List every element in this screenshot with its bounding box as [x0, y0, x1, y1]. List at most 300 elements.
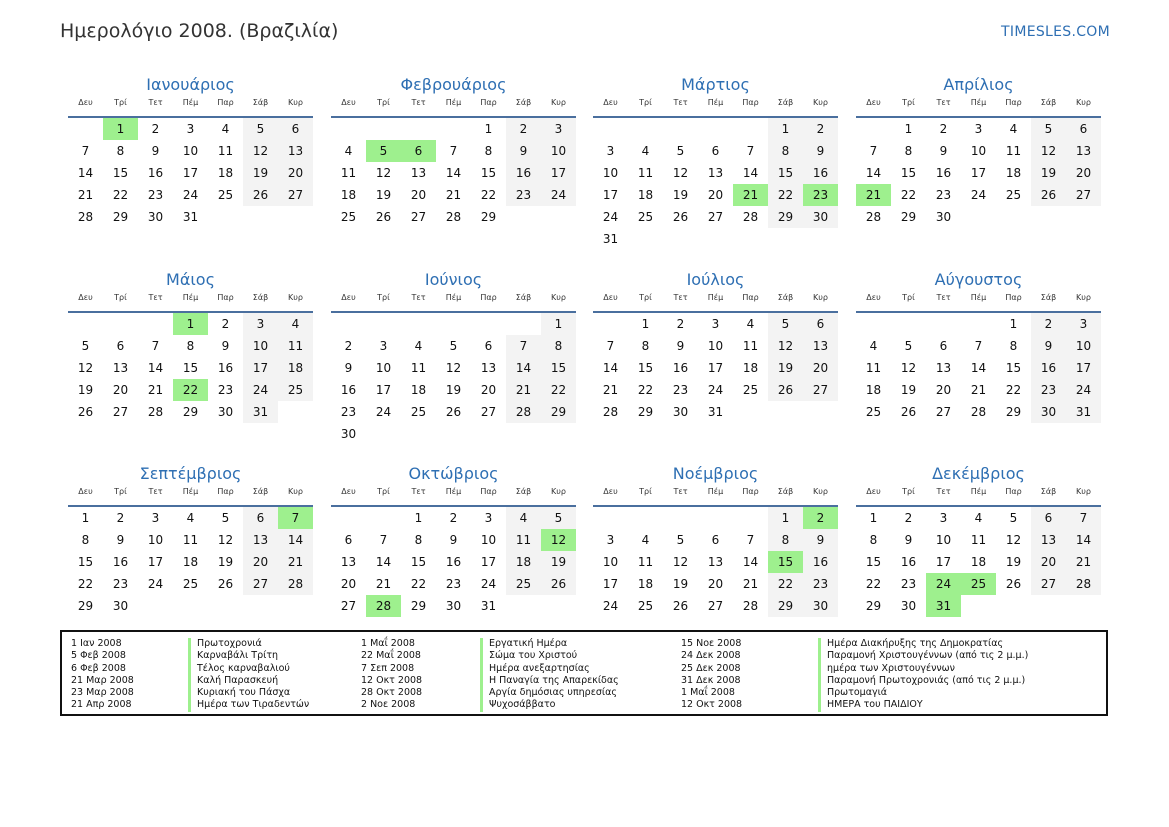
weekday-label: Δευ	[603, 487, 618, 496]
day-cell: 27	[707, 599, 724, 613]
day-cell: 7	[449, 144, 458, 158]
day-grid	[68, 118, 313, 228]
day-cell: 19	[672, 188, 689, 202]
day-cell: 18	[637, 188, 654, 202]
day-cell: 29	[410, 599, 427, 613]
month-name: Ιανουάριος	[146, 75, 235, 94]
month-block	[593, 267, 838, 423]
holiday-day-cell: 23	[803, 184, 838, 206]
day-cell: 31	[480, 599, 497, 613]
day-cell: 5	[676, 144, 685, 158]
weekday-label: Πέμ	[182, 293, 199, 302]
legend-date: 25 Δεκ 2008	[681, 662, 741, 674]
day-cell: 13	[340, 555, 357, 569]
day-cell: 13	[1031, 529, 1066, 551]
empty-cell	[663, 118, 698, 140]
legend-date: 1 Μαΐ 2008	[361, 638, 415, 649]
day-cell: 30	[217, 405, 234, 419]
month-name: Αύγουστος	[934, 270, 1023, 289]
day-cell: 5	[1031, 118, 1066, 140]
day-cell: 16	[112, 555, 129, 569]
day-cell: 12	[1005, 533, 1022, 547]
day-cell: 16	[672, 361, 689, 375]
empty-cell	[506, 313, 541, 335]
weekday-label: Παρ	[217, 487, 234, 496]
day-cell: 18	[182, 555, 199, 569]
day-cell: 3	[379, 339, 388, 353]
day-cell: 8	[484, 144, 493, 158]
empty-cell	[628, 118, 663, 140]
weekday-label: Δευ	[341, 293, 356, 302]
legend-date: 2 Νοε 2008	[361, 699, 416, 711]
day-cell: 20	[935, 383, 952, 397]
day-cell: 7	[379, 533, 388, 547]
day-cell: 4	[221, 122, 230, 136]
day-cell: 22	[541, 379, 576, 401]
day-cell: 26	[77, 405, 94, 419]
day-cell: 14	[77, 166, 94, 180]
day-cell: 12	[445, 361, 462, 375]
day-cell: 3	[606, 533, 615, 547]
legend-holiday-name: ημέρα των Χριστουγέννων	[818, 663, 1028, 675]
day-cell: 11	[1005, 144, 1022, 158]
legend-names-col-2	[480, 638, 619, 712]
weekday-label: Πέμ	[182, 487, 199, 496]
day-cell: 24	[602, 210, 619, 224]
day-cell: 24	[1066, 379, 1101, 401]
day-cell: 11	[742, 339, 759, 353]
day-cell: 28	[1066, 573, 1101, 595]
month-block	[593, 72, 838, 250]
weekday-header	[68, 293, 313, 313]
legend-date: 1 Ιαν 2008	[71, 638, 122, 649]
day-cell: 3	[606, 144, 615, 158]
day-cell: 25	[637, 210, 654, 224]
day-cell: 15	[541, 357, 576, 379]
page-title: Ημερολόγιο 2008. (Βραζιλία)	[60, 20, 339, 42]
day-cell: 29	[865, 599, 882, 613]
day-cell: 25	[182, 577, 199, 591]
month-block	[68, 461, 313, 617]
weekday-label: Κυρ	[813, 98, 828, 107]
day-cell: 19	[375, 188, 392, 202]
day-cell: 6	[278, 118, 313, 140]
weekday-label: Σάβ	[777, 487, 794, 496]
day-cell: 2	[1031, 313, 1066, 335]
legend-date: 5 Φεβ 2008	[71, 650, 126, 662]
weekday-label: Τρί	[902, 487, 915, 496]
weekday-label: Τρί	[639, 293, 652, 302]
weekday-label: Δευ	[78, 98, 93, 107]
day-cell: 30	[900, 599, 917, 613]
day-cell: 9	[116, 533, 125, 547]
weekday-label: Κυρ	[288, 98, 303, 107]
day-cell: 1	[81, 511, 90, 525]
legend-date: 23 Μαρ 2008	[71, 687, 134, 699]
legend-date: 28 Οκτ 2008	[361, 687, 423, 699]
weekday-label: Τρί	[114, 98, 127, 107]
empty-cell	[138, 313, 173, 335]
legend-holiday-name: Πρωτοχρονιά	[188, 638, 309, 650]
day-cell: 4	[278, 313, 313, 335]
day-cell: 10	[541, 140, 576, 162]
day-cell: 7	[746, 144, 755, 158]
weekday-label: Δευ	[78, 293, 93, 302]
legend-holiday-name: Ψυχοσάββατο	[480, 699, 619, 711]
legend-date: 12 Οκτ 2008	[361, 674, 423, 686]
weekday-label: Σάβ	[777, 293, 794, 302]
day-cell: 6	[711, 533, 720, 547]
day-cell: 19	[900, 383, 917, 397]
legend-holiday-name: Τέλος καρναβαλιού	[188, 663, 309, 675]
day-cell: 22	[637, 383, 654, 397]
holiday-day-cell: 28	[366, 595, 401, 617]
day-cell: 15	[900, 166, 917, 180]
day-cell: 17	[602, 188, 619, 202]
legend-holiday-name: Καλή Παρασκευή	[188, 675, 309, 687]
day-cell: 5	[768, 313, 803, 335]
empty-cell	[961, 313, 996, 335]
day-cell: 19	[768, 357, 803, 379]
day-cell: 24	[602, 599, 619, 613]
empty-cell	[471, 313, 506, 335]
day-cell: 17	[243, 357, 278, 379]
day-grid	[68, 313, 313, 423]
day-cell: 16	[445, 555, 462, 569]
legend-holiday-name: Σώμα του Χριστού	[480, 650, 619, 662]
day-cell: 26	[768, 379, 803, 401]
month-block	[68, 72, 313, 228]
month-name: Μάιος	[166, 270, 215, 289]
day-cell: 3	[974, 122, 983, 136]
day-cell: 28	[742, 210, 759, 224]
day-cell: 9	[344, 361, 353, 375]
weekday-label: Πέμ	[707, 293, 724, 302]
day-cell: 16	[1031, 357, 1066, 379]
day-grid	[331, 118, 576, 228]
day-cell: 19	[77, 383, 94, 397]
empty-cell	[628, 507, 663, 529]
day-cell: 18	[506, 551, 541, 573]
day-cell: 13	[243, 529, 278, 551]
day-cell: 6	[344, 533, 353, 547]
legend-date: 22 Μαΐ 2008	[361, 650, 421, 662]
day-cell: 11	[637, 166, 654, 180]
legend-holiday-name: Καρναβάλι Τρίτη	[188, 650, 309, 662]
day-cell: 19	[243, 162, 278, 184]
day-cell: 27	[112, 405, 129, 419]
day-cell: 3	[541, 118, 576, 140]
weekday-header	[856, 98, 1101, 118]
weekday-label: Κυρ	[813, 487, 828, 496]
day-cell: 22	[480, 188, 497, 202]
day-cell: 4	[641, 144, 650, 158]
day-cell: 3	[186, 122, 195, 136]
day-cell: 15	[112, 166, 129, 180]
weekday-label: Πέμ	[445, 293, 462, 302]
empty-cell	[68, 118, 103, 140]
site-link[interactable]: TIMESLES.COM	[1001, 24, 1110, 40]
day-cell: 22	[1005, 383, 1022, 397]
day-cell: 2	[904, 511, 913, 525]
day-cell: 25	[637, 599, 654, 613]
holiday-legend	[60, 630, 1108, 716]
day-cell: 12	[672, 555, 689, 569]
day-cell: 26	[541, 573, 576, 595]
holiday-day-cell: 1	[103, 118, 138, 140]
day-cell: 13	[480, 361, 497, 375]
weekday-label: Τρί	[639, 487, 652, 496]
day-cell: 18	[217, 166, 234, 180]
weekday-label: Πέμ	[182, 98, 199, 107]
day-cell: 7	[606, 339, 615, 353]
day-cell: 23	[672, 383, 689, 397]
month-block	[856, 72, 1101, 228]
day-cell: 21	[602, 383, 619, 397]
day-cell: 20	[803, 357, 838, 379]
day-cell: 10	[1066, 335, 1101, 357]
month-name: Σεπτέμβριος	[139, 464, 242, 483]
weekday-header	[856, 487, 1101, 507]
weekday-label: Κυρ	[551, 98, 566, 107]
weekday-label: Πέμ	[970, 98, 987, 107]
day-cell: 30	[803, 206, 838, 228]
day-cell: 7	[869, 144, 878, 158]
holiday-day-cell: 22	[173, 379, 208, 401]
day-cell: 31	[707, 405, 724, 419]
day-grid	[856, 118, 1101, 228]
day-cell: 10	[147, 533, 164, 547]
empty-cell	[698, 118, 733, 140]
empty-cell	[856, 118, 891, 140]
day-cell: 4	[746, 317, 755, 331]
day-cell: 10	[243, 335, 278, 357]
empty-cell	[733, 507, 768, 529]
day-cell: 15	[410, 555, 427, 569]
weekday-label: Τρί	[902, 98, 915, 107]
day-cell: 27	[803, 379, 838, 401]
day-cell: 14	[602, 361, 619, 375]
day-cell: 28	[506, 401, 541, 423]
weekday-label: Σάβ	[515, 98, 532, 107]
legend-date: 6 Φεβ 2008	[71, 662, 126, 674]
day-cell: 6	[1031, 507, 1066, 529]
empty-cell	[401, 118, 436, 140]
day-cell: 14	[742, 166, 759, 180]
month-block	[331, 72, 576, 228]
day-cell: 17	[147, 555, 164, 569]
day-cell: 5	[81, 339, 90, 353]
weekday-label: Τετ	[936, 98, 951, 107]
day-cell: 17	[970, 166, 987, 180]
day-cell: 16	[217, 361, 234, 375]
day-cell: 6	[1066, 118, 1101, 140]
weekday-label: Τετ	[411, 98, 426, 107]
day-cell: 30	[803, 595, 838, 617]
day-cell: 1	[768, 118, 803, 140]
day-cell: 20	[340, 577, 357, 591]
weekday-label: Τρί	[114, 487, 127, 496]
day-cell: 17	[182, 166, 199, 180]
day-cell: 28	[602, 405, 619, 419]
weekday-label: Παρ	[480, 98, 497, 107]
weekday-label: Δευ	[603, 293, 618, 302]
legend-holiday-name: Η Παναγία της Απαρεκίδας	[480, 675, 619, 687]
day-cell: 10	[375, 361, 392, 375]
day-cell: 28	[147, 405, 164, 419]
day-cell: 18	[410, 383, 427, 397]
day-cell: 11	[637, 555, 654, 569]
day-cell: 27	[410, 210, 427, 224]
holiday-day-cell: 6	[401, 140, 436, 162]
weekday-label: Σάβ	[1040, 98, 1057, 107]
holiday-day-cell: 12	[541, 529, 576, 551]
day-cell: 24	[243, 379, 278, 401]
day-cell: 26	[672, 599, 689, 613]
weekday-label: Τετ	[673, 98, 688, 107]
day-cell: 27	[480, 405, 497, 419]
weekday-label: Δευ	[78, 487, 93, 496]
day-grid	[331, 507, 576, 617]
day-cell: 8	[414, 533, 423, 547]
month-name: Δεκέμβριος	[932, 464, 1025, 483]
day-cell: 25	[1005, 188, 1022, 202]
day-cell: 29	[112, 210, 129, 224]
day-cell: 23	[340, 405, 357, 419]
day-cell: 4	[1009, 122, 1018, 136]
legend-date: 21 Απρ 2008	[71, 699, 132, 711]
month-block	[68, 267, 313, 423]
legend-holiday-name: ΗΜΕΡΑ του ΠΑΙΔΙΟΥ	[818, 699, 1028, 711]
day-cell: 16	[935, 166, 952, 180]
day-cell: 21	[506, 379, 541, 401]
day-cell: 6	[243, 507, 278, 529]
day-cell: 25	[340, 210, 357, 224]
day-cell: 21	[77, 188, 94, 202]
legend-names-col-3	[818, 638, 1028, 712]
legend-date: 15 Νοε 2008	[681, 638, 742, 649]
legend-date: 21 Μαρ 2008	[71, 674, 134, 686]
day-cell: 13	[410, 166, 427, 180]
day-cell: 8	[541, 335, 576, 357]
day-cell: 1	[414, 511, 423, 525]
day-cell: 17	[375, 383, 392, 397]
day-cell: 14	[278, 529, 313, 551]
day-grid	[856, 507, 1101, 617]
day-cell: 30	[147, 210, 164, 224]
day-grid	[593, 313, 838, 423]
day-cell: 14	[1066, 529, 1101, 551]
day-cell: 20	[1066, 162, 1101, 184]
day-cell: 23	[1031, 379, 1066, 401]
weekday-label: Κυρ	[551, 293, 566, 302]
day-cell: 11	[278, 335, 313, 357]
day-cell: 24	[480, 577, 497, 591]
day-cell: 9	[904, 533, 913, 547]
day-cell: 1	[1009, 317, 1018, 331]
day-cell: 24	[182, 188, 199, 202]
weekday-label: Δευ	[866, 487, 881, 496]
day-cell: 8	[904, 144, 913, 158]
day-cell: 6	[484, 339, 493, 353]
month-name: Απρίλιος	[943, 75, 1014, 94]
legend-date: 1 Μαΐ 2008	[681, 687, 735, 699]
day-cell: 5	[676, 533, 685, 547]
day-cell: 14	[970, 361, 987, 375]
empty-cell	[856, 313, 891, 335]
weekday-label: Τρί	[114, 293, 127, 302]
day-cell: 10	[602, 166, 619, 180]
day-cell: 11	[217, 144, 234, 158]
day-cell: 3	[484, 511, 493, 525]
day-cell: 11	[410, 361, 427, 375]
weekday-label: Κυρ	[1076, 293, 1091, 302]
empty-cell	[331, 118, 366, 140]
day-cell: 5	[221, 511, 230, 525]
day-cell: 29	[541, 401, 576, 423]
weekday-label: Κυρ	[288, 487, 303, 496]
day-cell: 7	[81, 144, 90, 158]
day-cell: 30	[1031, 401, 1066, 423]
day-cell: 23	[112, 577, 129, 591]
holiday-day-cell: 15	[768, 551, 803, 573]
day-cell: 31	[1066, 401, 1101, 423]
day-cell: 18	[865, 383, 882, 397]
weekday-label: Τρί	[377, 98, 390, 107]
day-cell: 11	[182, 533, 199, 547]
weekday-label: Πέμ	[445, 98, 462, 107]
day-cell: 4	[869, 339, 878, 353]
legend-holiday-name: Ημέρα ανεξαρτησίας	[480, 663, 619, 675]
day-cell: 26	[375, 210, 392, 224]
day-cell: 4	[344, 144, 353, 158]
day-cell: 13	[1066, 140, 1101, 162]
day-cell: 5	[243, 118, 278, 140]
day-cell: 5	[904, 339, 913, 353]
day-cell: 30	[672, 405, 689, 419]
day-cell: 6	[116, 339, 125, 353]
day-cell: 19	[1031, 162, 1066, 184]
day-cell: 13	[935, 361, 952, 375]
day-cell: 12	[243, 140, 278, 162]
day-cell: 27	[278, 184, 313, 206]
day-cell: 17	[935, 555, 952, 569]
weekday-label: Τρί	[377, 293, 390, 302]
day-cell: 27	[1066, 184, 1101, 206]
weekday-label: Πέμ	[970, 293, 987, 302]
day-cell: 9	[1031, 335, 1066, 357]
day-cell: 15	[768, 162, 803, 184]
month-name: Νοέμβριος	[672, 464, 759, 483]
day-cell: 17	[480, 555, 497, 569]
day-cell: 16	[803, 551, 838, 573]
weekday-header	[856, 293, 1101, 313]
day-cell: 11	[506, 529, 541, 551]
month-block	[331, 461, 576, 617]
day-cell: 3	[1066, 313, 1101, 335]
day-cell: 20	[480, 383, 497, 397]
empty-cell	[436, 313, 471, 335]
day-cell: 29	[768, 206, 803, 228]
empty-cell	[891, 313, 926, 335]
day-cell: 9	[803, 140, 838, 162]
day-cell: 13	[707, 166, 724, 180]
day-cell: 16	[340, 383, 357, 397]
day-cell: 16	[147, 166, 164, 180]
weekday-label: Δευ	[866, 98, 881, 107]
day-cell: 25	[278, 379, 313, 401]
legend-dates-col-2	[361, 638, 422, 712]
